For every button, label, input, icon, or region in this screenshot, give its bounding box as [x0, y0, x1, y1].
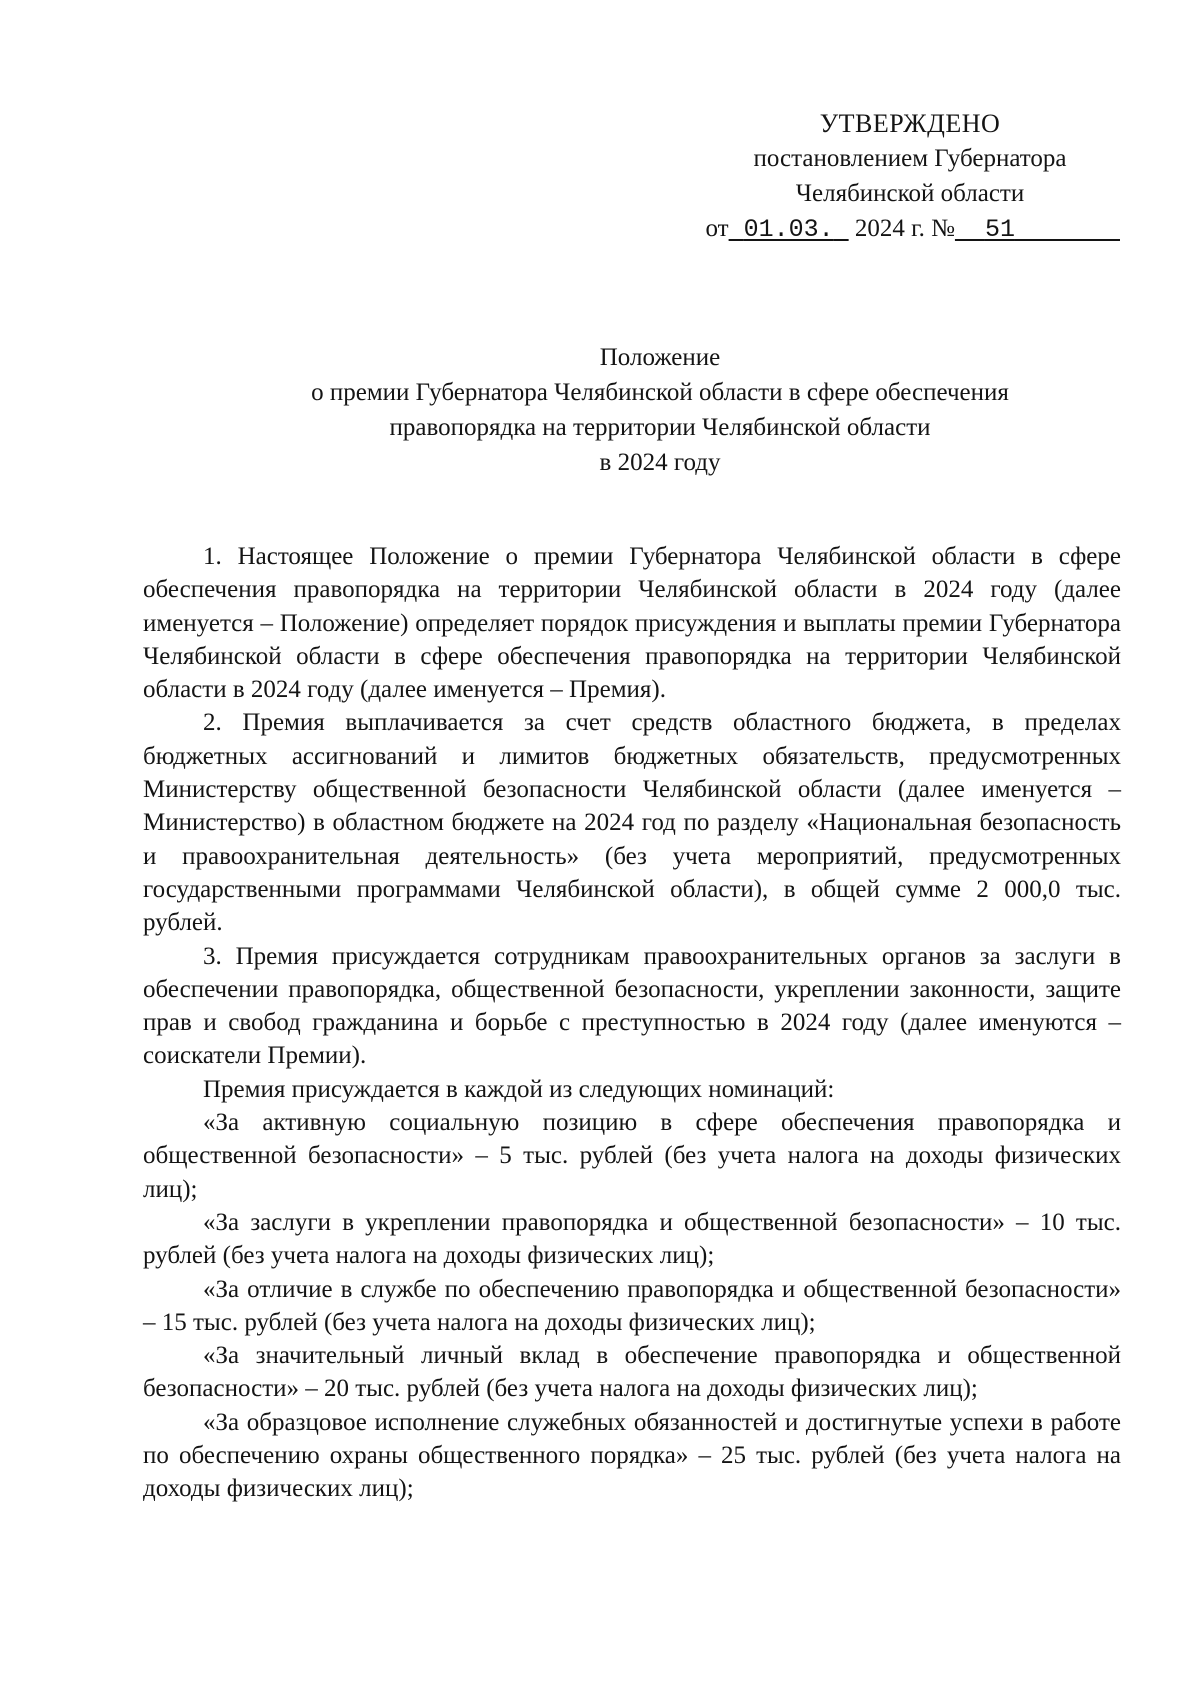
- nomination-4: «За значительный личный вклад в обеспечение правопорядка и общественной безопасности» – 20 тыс. рублей (без учета налога на доходы физических лиц);: [143, 1342, 1121, 1403]
- title-line-3: правопорядка на территории Челябинской области: [389, 414, 931, 441]
- nomination-5: «За образцовое исполнение служебных обязанностей и достигнутые успехи в работе по обеспечению охраны общественного порядка» – 25 тыс. рублей (без учета налога на доходы физических лиц);: [143, 1408, 1121, 1503]
- nomination-2: «За заслуги в укреплении правопорядка и общественной безопасности» – 10 тыс. рублей (без учета налога на доходы физических лиц);: [143, 1208, 1121, 1270]
- paragraph-2: 2. Премия выплачивается за счет средств областного бюджета, в пределах бюджетных ассигнований и лимитов бюджетных обязательств, предусмотренных Министерству общественной безопасности Челябинской области (далее именуется – Министерство) в областном бюджете на 2024 год по разделу «Национальная безопасность и правоохранительная деятельность» (без учета мероприятий, предусмотренных государственными программами Челябинской области), в общей сумме 2 000,0 тыс. рублей.: [143, 709, 1121, 937]
- title-line-1: Положение: [599, 344, 721, 371]
- paragraph-1: 1. Настоящее Положение о премии Губернатора Челябинской области в сфере обеспечения правопорядка на территории Челябинской области в 2024 году (далее именуется – Положение) определяет порядок присуждения и выплаты премии Губернатора Челябинской области в сфере обеспечения правопорядка на территории Челябинской области в 2024 году (далее именуется – Премия).: [143, 543, 1121, 704]
- approval-heading: УТВЕРЖДЕНО: [819, 109, 1001, 138]
- document-number: 51: [984, 215, 1015, 244]
- document-title: [240, 340, 1080, 480]
- paragraph-nominations-intro: Премия присуждается в каждой из следующих номинаций:: [203, 1075, 835, 1103]
- paragraph-3: 3. Премия присуждается сотрудникам правоохранительных органов за заслуги в обеспечении правопорядка, общественной безопасности, укреплении законности, защите прав и свобод гражданина и борьбе с преступностью в 2024 году (далее именуются – соискатели Премии).: [143, 942, 1121, 1070]
- date-value: 01.03.: [743, 215, 834, 244]
- date-prefix: от: [705, 215, 729, 242]
- document-body: [143, 540, 1121, 1506]
- approval-date-line: [700, 211, 1120, 247]
- title-line-4: в 2024 году: [599, 449, 721, 476]
- nomination-3: «За отличие в службе по обеспечению правопорядка и общественной безопасности» – 15 тыс. рублей (без учета налога на доходы физических лиц);: [143, 1275, 1121, 1336]
- approval-line-2: Челябинской области: [795, 180, 1025, 207]
- title-line-2: о премии Губернатора Челябинской области в сфере обеспечения: [311, 379, 1009, 406]
- approval-line-1: постановлением Губернатора: [753, 145, 1067, 172]
- date-year: 2024 г. №: [848, 215, 955, 242]
- nomination-1: «За активную социальную позицию в сфере обеспечения правопорядка и общественной безопасности» – 5 тыс. рублей (без учета налога на доходы физических лиц);: [143, 1109, 1121, 1203]
- approval-stamp-block: [700, 106, 1120, 247]
